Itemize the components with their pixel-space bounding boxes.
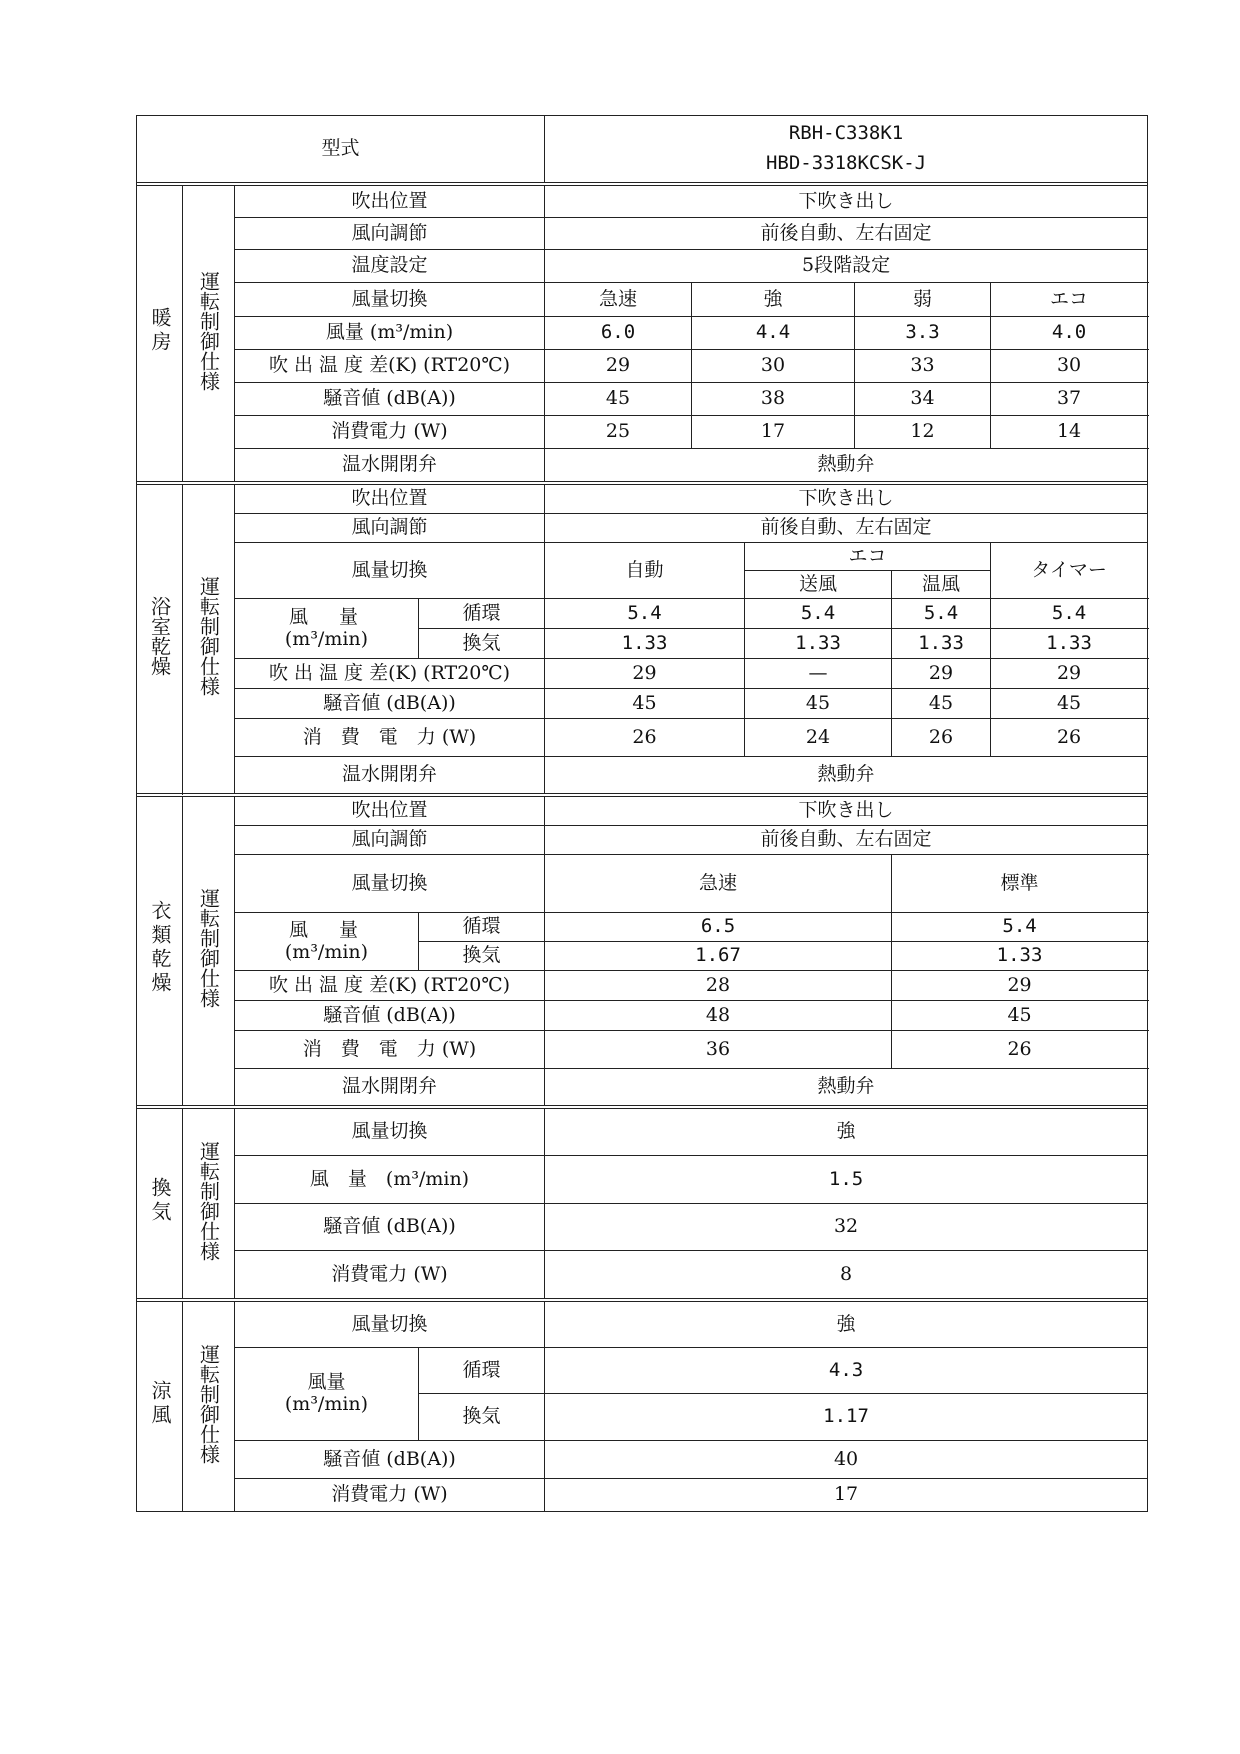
vent-noise-value: 32 [545,1204,1148,1251]
heating-level-3: 弱 [855,283,991,317]
cool-mode-label: 涼風 [137,1302,183,1512]
vent-switch-label: 風量切換 [235,1109,545,1156]
heating-op-spec-label: 運転制御仕様 [183,186,235,482]
bath-valve-value: 熱動弁 [545,757,1148,794]
heating-direction-row [137,218,1148,250]
vent-airflow-row [137,1156,1148,1204]
model-line-2: HBD-3318KCSK-J [765,152,927,174]
bath-tempdiff-4: 29 [991,659,1148,689]
clothes-tempdiff-row [137,971,1148,1001]
bath-tempdiff-row [137,659,1148,689]
bath-circ-label: 循環 [419,599,545,629]
heating-outlet-value: 下吹き出し [545,186,1148,218]
heating-valve-value: 熱動弁 [545,449,1148,482]
bath-circ-2: 5.4 [745,599,892,629]
vent-airflow-label: 風 量 (m³/min) [235,1156,545,1204]
heating-tempdiff-4: 30 [991,350,1148,383]
bath-noise-label: 騒音値 (dB(A)) [235,689,545,719]
heating-tempdiff-2: 30 [692,350,855,383]
bath-noise-2: 45 [745,689,892,719]
clothes-outlet-label: 吹出位置 [235,797,545,826]
vent-airflow-value: 1.5 [545,1156,1148,1204]
bath-level-eco-warm: 温風 [892,571,991,599]
model-line-1: RBH-C338K1 [788,122,904,145]
heating-direction-label: 風向調節 [235,218,545,250]
cool-power-value: 17 [545,1479,1148,1512]
heating-noise-3: 34 [855,383,991,416]
bath-valve-label: 温水開閉弁 [235,757,545,794]
clothes-circ-row [137,913,1148,942]
bath-direction-label: 風向調節 [235,514,545,543]
heating-noise-2: 38 [692,383,855,416]
clothes-power-row [137,1031,1148,1069]
clothes-noise-row [137,1001,1148,1031]
bath-power-row [137,719,1148,757]
bath-power-2: 24 [745,719,892,757]
clothes-vent-1: 1.67 [545,942,892,971]
vent-power-row [137,1251,1148,1299]
cool-switch-row [137,1302,1148,1348]
bath-noise-row [137,689,1148,719]
vent-switch-row [137,1109,1148,1156]
bath-vent-label: 換気 [419,629,545,659]
vent-power-value: 8 [545,1251,1148,1299]
clothes-tempdiff-2: 29 [892,971,1148,1001]
clothes-circ-2: 5.4 [892,913,1148,942]
heating-temp-row [137,250,1148,283]
heating-power-2: 17 [692,416,855,449]
bath-power-4: 26 [991,719,1148,757]
heating-switch-label: 風量切換 [235,283,545,317]
clothes-noise-label: 騒音値 (dB(A)) [235,1001,545,1031]
bath-direction-value: 前後自動、左右固定 [545,514,1148,543]
heating-noise-1: 45 [545,383,692,416]
bath-level-eco-fan: 送風 [745,571,892,599]
cool-airflow-label: 風量 (m³/min) [235,1348,419,1441]
clothes-power-1: 36 [545,1031,892,1069]
heating-valve-row [137,449,1148,482]
bath-outlet-value: 下吹き出し [545,485,1148,514]
bath-vent-4: 1.33 [991,629,1148,659]
model-label: 型式 [137,116,545,183]
cool-circ-row [137,1348,1148,1394]
heating-mode-label: 暖房 [137,186,183,482]
clothes-valve-label: 温水開閉弁 [235,1069,545,1106]
cool-noise-row [137,1441,1148,1479]
bath-tempdiff-2: — [745,659,892,689]
cool-circ-label: 循環 [419,1348,545,1394]
heating-airflow-3: 3.3 [855,317,991,350]
heating-noise-4: 37 [991,383,1148,416]
vent-switch-value: 強 [545,1109,1148,1156]
heating-airflow-label: 風量 (m³/min) [235,317,545,350]
heating-noise-row [137,383,1148,416]
clothes-valve-value: 熱動弁 [545,1069,1148,1106]
clothes-circ-1: 6.5 [545,913,892,942]
vent-mode-label: 換気 [137,1109,183,1299]
vent-op-spec-label: 運転制御仕様 [183,1109,235,1299]
clothes-switch-row [137,855,1148,913]
clothes-airflow-label: 風 量 (m³/min) [235,913,419,971]
bath-circ-1: 5.4 [545,599,745,629]
bath-vent-1: 1.33 [545,629,745,659]
heating-outlet-row [137,186,1148,218]
bath-mode-label: 浴室乾燥 [137,485,183,794]
cool-power-label: 消費電力 (W) [235,1479,545,1512]
clothes-mode-label: 衣類乾燥 [137,797,183,1106]
cool-op-spec-label: 運転制御仕様 [183,1302,235,1512]
bath-circ-row [137,599,1148,629]
clothes-tempdiff-label: 吹 出 温 度 差(K) (RT20℃) [235,971,545,1001]
clothes-op-spec-label: 運転制御仕様 [183,797,235,1106]
heating-tempdiff-3: 33 [855,350,991,383]
bath-vent-2: 1.33 [745,629,892,659]
cool-circ-value: 4.3 [545,1348,1148,1394]
bath-tempdiff-1: 29 [545,659,745,689]
clothes-direction-label: 風向調節 [235,826,545,855]
clothes-direction-value: 前後自動、左右固定 [545,826,1148,855]
bath-tempdiff-3: 29 [892,659,991,689]
heating-valve-label: 温水開閉弁 [235,449,545,482]
bath-noise-3: 45 [892,689,991,719]
bath-noise-1: 45 [545,689,745,719]
clothes-tempdiff-1: 28 [545,971,892,1001]
clothes-vent-label: 換気 [419,942,545,971]
cool-switch-label: 風量切換 [235,1302,545,1348]
heating-power-1: 25 [545,416,692,449]
heating-power-label: 消費電力 (W) [235,416,545,449]
model-value [545,116,1148,183]
clothes-circ-label: 循環 [419,913,545,942]
heating-airflow-4: 4.0 [991,317,1148,350]
heating-direction-value: 前後自動、左右固定 [545,218,1148,250]
bath-circ-4: 5.4 [991,599,1148,629]
bath-level-auto: 自動 [545,543,745,599]
heating-temp-label: 温度設定 [235,250,545,283]
clothes-outlet-row [137,797,1148,826]
bath-tempdiff-label: 吹 出 温 度 差(K) (RT20℃) [235,659,545,689]
cool-noise-label: 騒音値 (dB(A)) [235,1441,545,1479]
bath-level-eco: エコ [745,543,991,571]
clothes-vent-2: 1.33 [892,942,1148,971]
heating-tempdiff-1: 29 [545,350,692,383]
cool-noise-value: 40 [545,1441,1148,1479]
heating-noise-label: 騒音値 (dB(A)) [235,383,545,416]
cool-vent-label: 換気 [419,1394,545,1441]
heating-outlet-label: 吹出位置 [235,186,545,218]
heating-power-4: 14 [991,416,1148,449]
heating-airflow-2: 4.4 [692,317,855,350]
bath-direction-row [137,514,1148,543]
spec-sheet [136,115,1147,1512]
bath-vent-3: 1.33 [892,629,991,659]
heating-level-2: 強 [692,283,855,317]
clothes-switch-label: 風量切換 [235,855,545,913]
heating-switch-row [137,283,1148,317]
bath-valve-row [137,757,1148,794]
cool-vent-value: 1.17 [545,1394,1148,1441]
cool-power-row [137,1479,1148,1512]
clothes-direction-row [137,826,1148,855]
bath-outlet-row [137,485,1148,514]
clothes-level-2: 標準 [892,855,1148,913]
bath-op-spec-label: 運転制御仕様 [183,485,235,794]
heating-power-3: 12 [855,416,991,449]
heating-temp-value: 5段階設定 [545,250,1148,283]
bath-level-timer: タイマー [991,543,1148,599]
heating-airflow-1: 6.0 [545,317,692,350]
vent-noise-row [137,1204,1148,1251]
cool-switch-value: 強 [545,1302,1148,1348]
bath-switch-row-1 [137,543,1148,571]
bath-circ-3: 5.4 [892,599,991,629]
heating-power-row [137,416,1148,449]
vent-power-label: 消費電力 (W) [235,1251,545,1299]
bath-power-label: 消 費 電 力 (W) [235,719,545,757]
heating-tempdiff-label: 吹 出 温 度 差(K) (RT20℃) [235,350,545,383]
bath-switch-label: 風量切換 [235,543,545,599]
clothes-power-2: 26 [892,1031,1148,1069]
clothes-valve-row [137,1069,1148,1106]
heating-level-1: 急速 [545,283,692,317]
spec-table [136,115,1148,1512]
heating-level-4: エコ [991,283,1148,317]
vent-noise-label: 騒音値 (dB(A)) [235,1204,545,1251]
clothes-noise-1: 48 [545,1001,892,1031]
clothes-level-1: 急速 [545,855,892,913]
clothes-noise-2: 45 [892,1001,1148,1031]
model-row [137,116,1148,183]
bath-noise-4: 45 [991,689,1148,719]
bath-power-1: 26 [545,719,745,757]
bath-outlet-label: 吹出位置 [235,485,545,514]
bath-airflow-label: 風 量 (m³/min) [235,599,419,659]
bath-power-3: 26 [892,719,991,757]
clothes-outlet-value: 下吹き出し [545,797,1148,826]
heating-tempdiff-row [137,350,1148,383]
heating-airflow-row [137,317,1148,350]
clothes-power-label: 消 費 電 力 (W) [235,1031,545,1069]
